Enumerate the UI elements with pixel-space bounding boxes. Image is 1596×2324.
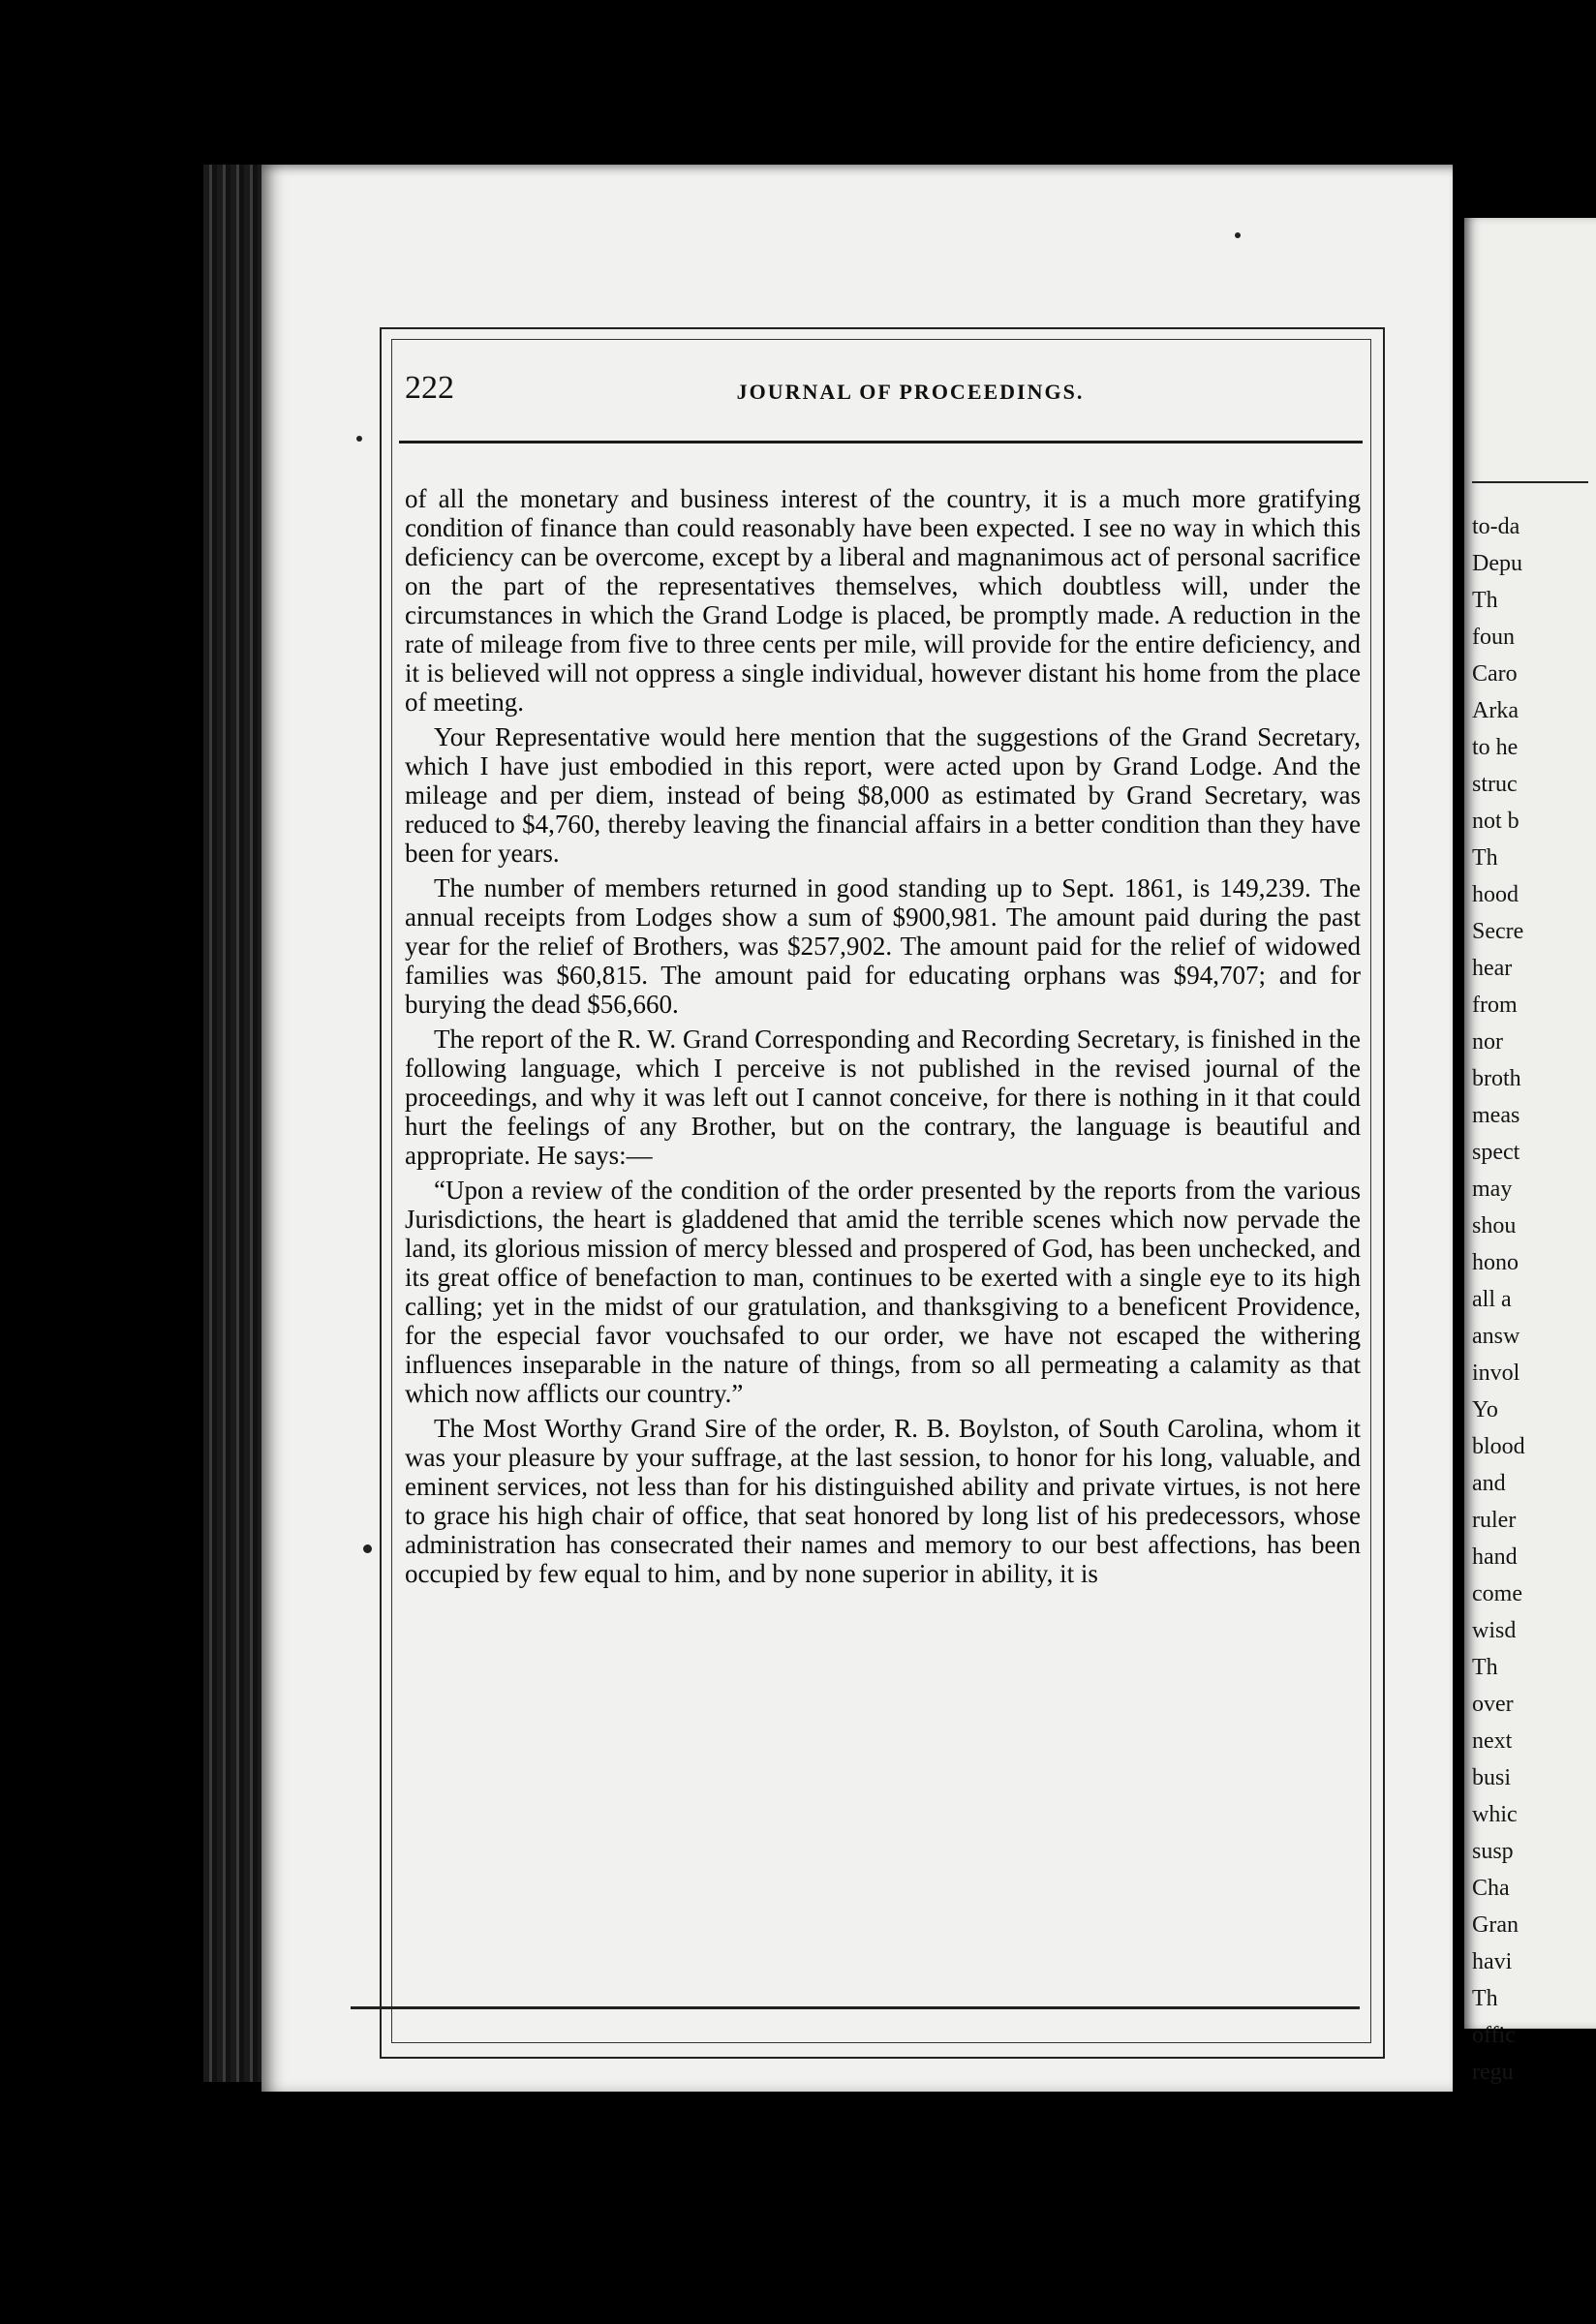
next-page-line: ruler bbox=[1472, 1508, 1517, 1533]
next-page-header-rule bbox=[1472, 481, 1588, 483]
next-page-line: answ bbox=[1472, 1324, 1520, 1349]
paragraph: The Most Worthy Grand Sire of the order, R. B. Boylston, of South Carolina, whom it was your pleasure by your suffrage, at the last session, to honor for his long, valuable, and eminent services, not less than for his distinguished ability and private virtues, is not here to grace his high chair of office, that seat honored by long list of his predecessors, whose administration has consecrated their names and memory to our best affections, has been occupied by few equal to him, and by none superior in ability, it is bbox=[405, 1414, 1361, 1588]
next-page-line: busi bbox=[1472, 1765, 1512, 1790]
next-page-line: broth bbox=[1472, 1066, 1521, 1091]
next-page-line: susp bbox=[1472, 1839, 1514, 1864]
next-page-line: Cha bbox=[1472, 1876, 1510, 1901]
next-page-line: foun bbox=[1472, 625, 1515, 650]
next-page-line: Th bbox=[1472, 845, 1498, 871]
next-page-line: whic bbox=[1472, 1802, 1518, 1827]
header-rule bbox=[399, 441, 1363, 443]
paragraph: of all the monetary and business interest of the country, it is a much more gratifying condition of finance than could reasonably have been expected. I see no way in which this deficiency can be overcome, except by a liberal and magnanimous act of personal sacrifice on the part of the representatives themselves, which doubtless will, under the circumstances in which the Grand Lodge is placed, be promptly made. A reduction in the rate of mileage from five to three cents per mile, will provide for the entire deficiency, and it is believed will not oppress a single individual, however distant his home from the place of meeting. bbox=[405, 484, 1361, 717]
next-page-line: shou bbox=[1472, 1213, 1517, 1238]
next-page-line: blood bbox=[1472, 1434, 1525, 1459]
bottom-rule bbox=[351, 2006, 1360, 2009]
next-page-line: Caro bbox=[1472, 661, 1518, 687]
next-page-line: invol bbox=[1472, 1361, 1520, 1386]
next-page-line: may bbox=[1472, 1177, 1513, 1202]
page-number: 222 bbox=[405, 370, 454, 406]
next-page-line: next bbox=[1472, 1728, 1513, 1754]
next-page-line: Arka bbox=[1472, 698, 1519, 723]
next-page-line: not b bbox=[1472, 809, 1519, 834]
next-page-line: come bbox=[1472, 1581, 1522, 1606]
running-head: JOURNAL OF PROCEEDINGS. bbox=[736, 380, 1085, 404]
next-page-line: from bbox=[1472, 993, 1518, 1018]
next-page-edge bbox=[1464, 218, 1596, 2085]
next-page-line: Th bbox=[1472, 1655, 1498, 1680]
next-page-line: regu bbox=[1472, 2060, 1514, 2085]
ink-speck bbox=[356, 436, 362, 442]
next-page-line: Gran bbox=[1472, 1912, 1519, 1938]
next-page-line: Yo bbox=[1472, 1397, 1498, 1422]
next-page-line: Depu bbox=[1472, 551, 1522, 576]
next-page-line: struc bbox=[1472, 772, 1518, 797]
next-page-line: hear bbox=[1472, 956, 1513, 981]
next-page-line: to-da bbox=[1472, 514, 1520, 539]
next-page-line: hood bbox=[1472, 882, 1519, 907]
paragraph: The number of members returned in good standing up to Sept. 1861, is 149,239. The annual receipts from Lodges show a sum of $900,981. The amount paid during the past year for the relief of Brothers, was $257,902. The amount paid for the relief of widowed families was $60,815. The amount paid for educating orphans was $94,707; and for burying the dead $56,660. bbox=[405, 873, 1361, 1019]
next-page-line: to he bbox=[1472, 735, 1519, 760]
next-page-line: Th bbox=[1472, 588, 1498, 613]
next-page-text bbox=[1464, 508, 1525, 2091]
paragraph: Your Representative would here mention that the suggestions of the Grand Secretary, which I have just embodied in this report, were acted upon by Grand Lodge. And the mileage and per diem, instead of being $8,000 as estimated by Grand Secretary, was reduced to $4,760, thereby leaving the financial affairs in a better condition than they have been for years. bbox=[405, 722, 1361, 868]
next-page-line: nor bbox=[1472, 1029, 1503, 1055]
next-page-line: havi bbox=[1472, 1949, 1513, 1974]
next-page-line: spect bbox=[1472, 1140, 1520, 1165]
next-page-line: hand bbox=[1472, 1544, 1518, 1570]
paragraph: The report of the R. W. Grand Corresponding and Recording Secretary, is finished in the following language, which I perceive is not published in the revised journal of the proceedings, and why it was left out I cannot conceive, for there is nothing in it that could hurt the feelings of any Brother, but on the contrary, the language is beautiful and appropriate. He says:— bbox=[405, 1024, 1361, 1170]
next-page-line: offic bbox=[1472, 2023, 1516, 2048]
ink-speck bbox=[1235, 232, 1241, 238]
body-text bbox=[405, 484, 1361, 2000]
next-page-line: hono bbox=[1472, 1250, 1519, 1275]
next-page-line: all a bbox=[1472, 1287, 1512, 1312]
ink-speck bbox=[363, 1544, 372, 1553]
next-page-line: meas bbox=[1472, 1103, 1520, 1128]
quotation-paragraph: “Upon a review of the condition of the order presented by the reports from the various Jurisdictions, the heart is gladdened that amid the terrible scenes which now pervade the land, its glorious mission of mercy blessed and prospered of God, has been unchecked, and its great office of benefaction to man, continues to be exerted with a single eye to its high calling; yet in the midst of our gratulation, and thanksgiving to a beneficent Providence, for the especial favor vouchsafed to our order, we have not escaped the withering influences inseparable in the nature of things, from so all permeating a calamity as that which now afflicts our country.” bbox=[405, 1176, 1361, 1408]
next-page-line: and bbox=[1472, 1471, 1506, 1496]
next-page-line: over bbox=[1472, 1692, 1514, 1717]
next-page-line: Th bbox=[1472, 1986, 1498, 2011]
next-page-line: Secre bbox=[1472, 919, 1524, 944]
next-page-line: wisd bbox=[1472, 1618, 1517, 1643]
